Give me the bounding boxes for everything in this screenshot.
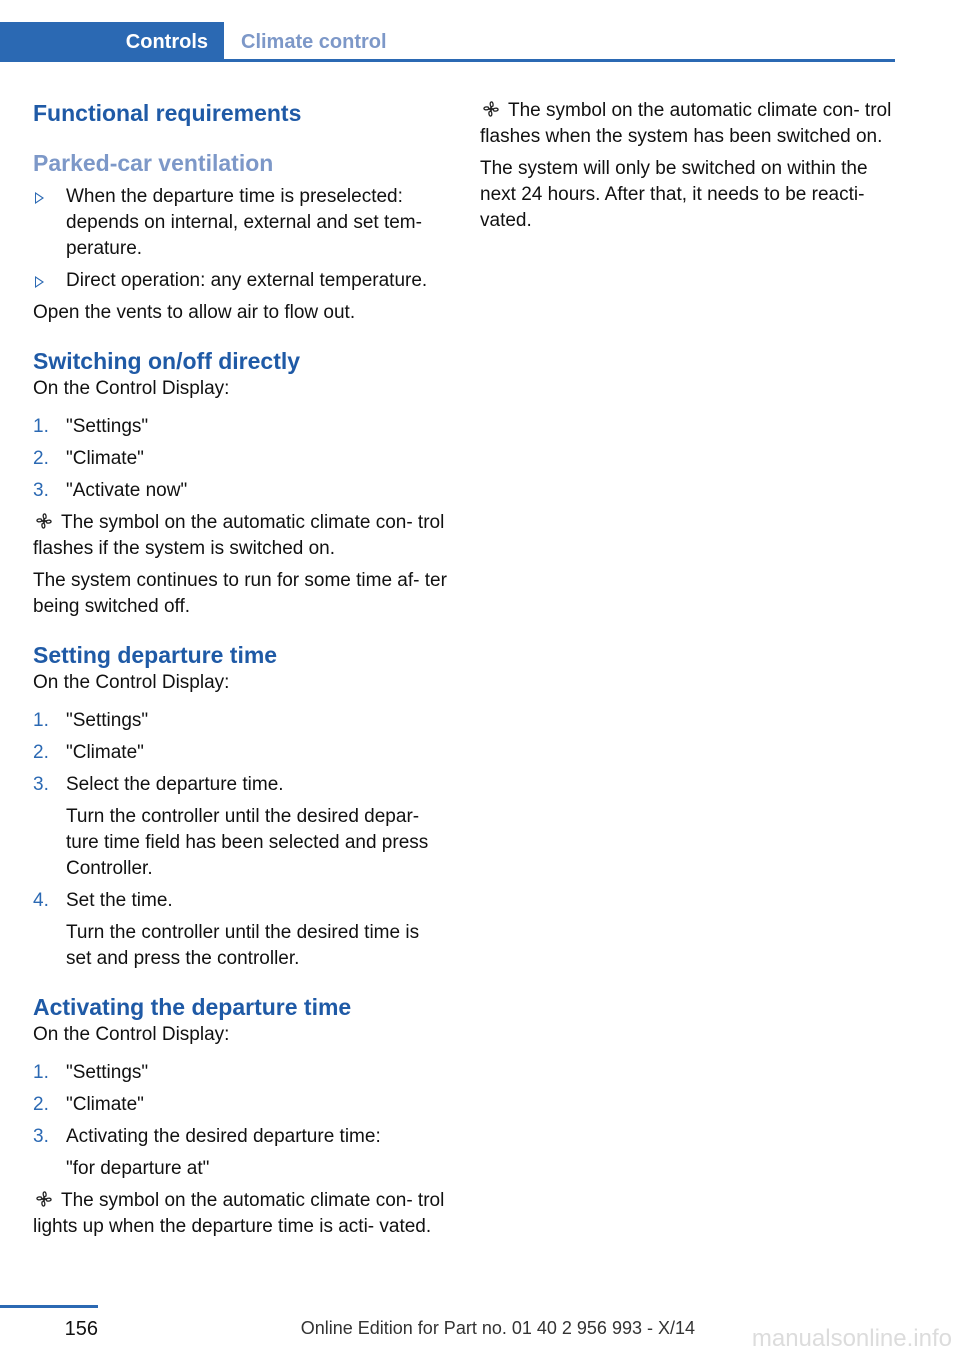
list-item: Direct operation: any external temperature. (33, 268, 448, 294)
list-item: 3. "Activate now" (33, 480, 188, 501)
list-item: 3. Select the departure time. Turn the controller until the desired depar- ture time field has been selected and press Controller. (33, 774, 429, 879)
setting-intro: On the Control Display: (33, 672, 230, 693)
page-header (0, 22, 895, 62)
right-symbol-note: The symbol on the automatic climate con- trol flashes when the system has been switched on. (480, 100, 892, 147)
list-item: When the departure time is preselected: depends on internal, external and set tem- perature. (33, 184, 448, 262)
list-item: 4. Set the time. Turn the controller until the desired time is set and press the controller. (33, 890, 420, 969)
triangle-bullet-icon (35, 192, 44, 204)
list-item: 1. "Settings" (33, 710, 149, 731)
heading-functional-requirements: Functional requirements (33, 100, 302, 126)
switch-intro: On the Control Display: (33, 378, 230, 399)
list-item: 1. "Settings" (33, 416, 149, 437)
open-vents-text: Open the vents to allow air to flow out. (33, 302, 356, 323)
fan-icon (35, 512, 53, 530)
list-item: 3. Activating the desired departure time: "for departure at" (33, 1126, 381, 1179)
requirements-list (33, 184, 448, 294)
list-item: 1. "Settings" (33, 1062, 149, 1083)
tab-climate-control: Climate control (241, 30, 387, 53)
fan-icon (35, 1190, 53, 1208)
edition-text: Online Edition for Part no. 01 40 2 956 993 - X/14 (300, 1318, 695, 1338)
switch-continue-note: The system continues to run for some time af- ter being switched off. (33, 570, 447, 617)
heading-switching-on-off: Switching on/off directly (33, 348, 301, 374)
header-rule (0, 59, 895, 62)
switch-symbol-note: The symbol on the automatic climate con- trol flashes if the system is switched on. (33, 512, 445, 559)
footer-rule (0, 1305, 98, 1308)
activating-symbol-note: The symbol on the automatic climate con- trol lights up when the departure time is acti- vated. (33, 1190, 445, 1237)
right-column (480, 98, 895, 234)
list-item: 2. "Climate" (33, 448, 144, 469)
activating-intro: On the Control Display: (33, 1024, 230, 1045)
watermark: manualsonline.info (751, 1325, 952, 1352)
activating-steps (33, 1060, 448, 1182)
triangle-bullet-icon (35, 276, 44, 288)
list-item: 2. "Climate" (33, 742, 144, 763)
heading-parked-car-ventilation: Parked-car ventilation (33, 150, 274, 176)
heading-activating-departure-time: Activating the departure time (33, 994, 352, 1020)
list-item: 2. "Climate" (33, 1094, 144, 1115)
left-column (33, 98, 448, 1240)
setting-steps (33, 708, 448, 972)
tab-controls: Controls (0, 22, 224, 62)
right-hours-note: The system will only be switched on within the next 24 hours. After that, it needs to be reacti- vated. (480, 158, 868, 231)
heading-setting-departure-time: Setting departure time (33, 642, 278, 668)
page-number: 156 (64, 1318, 98, 1340)
fan-icon (482, 100, 500, 118)
switch-steps (33, 414, 448, 504)
